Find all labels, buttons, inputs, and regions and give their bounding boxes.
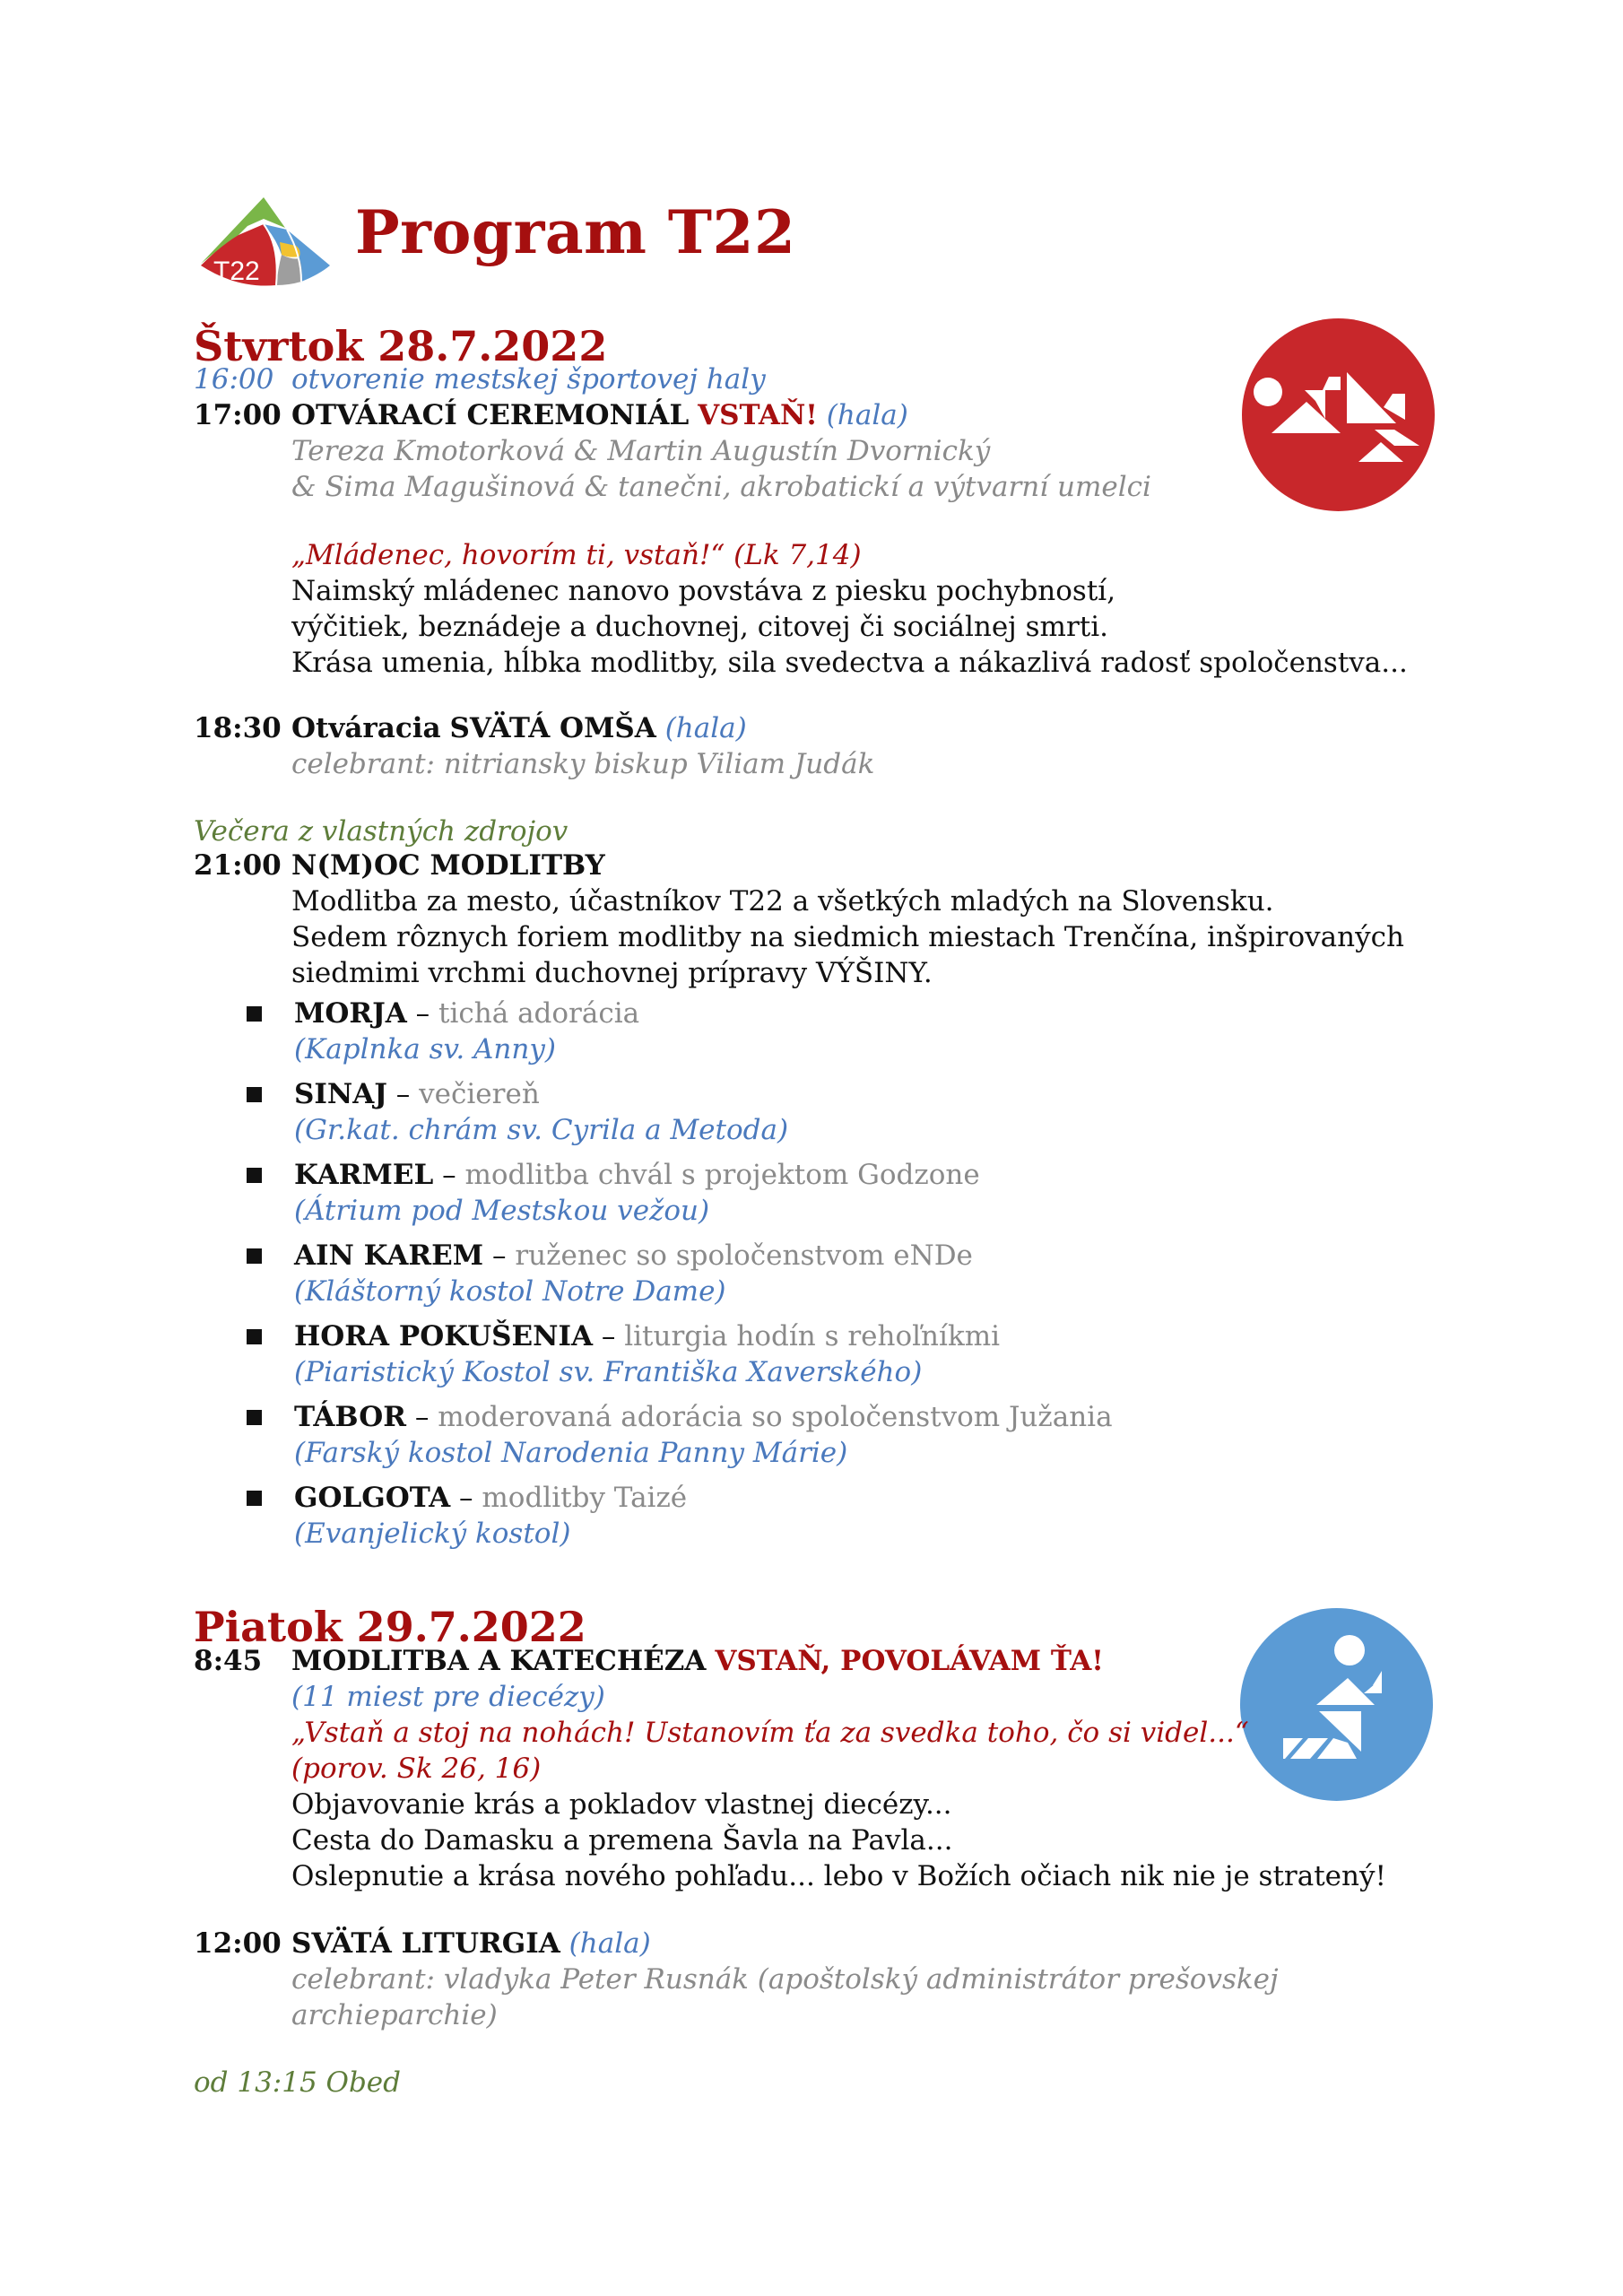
description-line: Modlitba za mesto, účastníkov T22 a všetkých mladých na Slovensku. — [291, 885, 1274, 918]
square-bullet-icon — [247, 1248, 262, 1264]
item-activity: liturgia hodín s rehoľníkmi — [624, 1320, 1001, 1352]
event-venue: (hala) — [568, 1927, 651, 1960]
item-location: (Piaristický Kostol sv. Františka Xaverského) — [294, 1356, 923, 1388]
item-name: MORJA — [294, 997, 407, 1030]
description-line: siedmimi vrchmi duchovnej prípravy VÝŠINY. — [291, 957, 933, 989]
description-line: Oslepnutie a krása nového pohľadu... lebo v Božích očiach nik nie je stratený! — [291, 1860, 1386, 1892]
item-activity: moderovaná adorácia so spoločenstvom Južania — [438, 1401, 1113, 1433]
time: 16:00 — [194, 363, 274, 396]
performers-line: & Sima Magušinová & tanečni, akrobatickí a výtvarní umelci — [291, 471, 1151, 503]
item-name: GOLGOTA — [294, 1482, 451, 1514]
description-line: Sedem rôznych foriem modlitby na siedmich miestach Trenčína, inšpirovaných — [291, 921, 1404, 953]
t22-logo-icon — [194, 192, 334, 291]
event-title: OTVÁRACÍ CEREMONIÁL — [291, 399, 690, 431]
day-heading-thursday: Štvrtok 28.7.2022 — [194, 322, 608, 370]
item-name: AIN KAREM — [294, 1239, 484, 1272]
schedule-row-liturgy — [194, 1926, 651, 1961]
schedule-row-catechesis — [194, 1643, 1104, 1679]
t22-logo — [194, 192, 334, 291]
day-heading-friday: Piatok 29.7.2022 — [194, 1603, 586, 1651]
item-name: TÁBOR — [294, 1401, 406, 1433]
item-location: (Kaplnka sv. Anny) — [294, 1033, 556, 1065]
logo-text: T22 — [213, 257, 260, 286]
celebrant-line: archieparchie) — [291, 1999, 498, 2031]
item-activity: tichá adorácia — [438, 997, 640, 1030]
schedule-row-ceremony — [194, 397, 908, 433]
description-line: Cesta do Damasku a premena Šavla na Pavla... — [291, 1824, 953, 1857]
square-bullet-icon — [247, 1087, 262, 1102]
quote-text: „Mládenec, hovorím ti, vstaň!“ — [291, 539, 725, 571]
description-line: výčitiek, beznádeje a duchovnej, citovej či sociálnej smrti. — [291, 611, 1108, 643]
quote-text: „Vstaň a stoj na nohách! Ustanovím ťa za svedka toho, čo si videl...“ — [291, 1717, 1249, 1749]
square-bullet-icon — [247, 1006, 262, 1022]
square-bullet-icon — [247, 1329, 262, 1344]
description-line: Naimský mládenec nanovo povstáva z piesku pochybností, — [291, 575, 1116, 607]
item-location: (Evanjelický kostol) — [294, 1518, 571, 1550]
kneeling-figure-tangram-icon — [1240, 1608, 1433, 1801]
schedule-row-night-prayer — [194, 848, 605, 883]
item-name: KARMEL — [294, 1159, 434, 1191]
celebrant-line: celebrant: nitriansky biskup Viliam Judák — [291, 748, 875, 780]
time: 12:00 — [194, 1927, 282, 1960]
mountains-tangram-icon — [1242, 318, 1435, 511]
item-location: (Átrium pod Mestskou vežou) — [294, 1195, 710, 1227]
item-activity: večiereň — [419, 1078, 540, 1110]
event-venue: (hala) — [664, 712, 747, 744]
item-activity: modlitby Taizé — [482, 1482, 688, 1514]
event-highlight: VSTAŇ, POVOLÁVAM ŤA! — [715, 1645, 1104, 1677]
item-location: (Gr.kat. chrám sv. Cyrila a Metoda) — [294, 1114, 789, 1146]
celebrant-line: celebrant: vladyka Peter Rusnák (apoštolský administrátor prešovskej — [291, 1963, 1279, 1996]
schedule-row-opening — [194, 361, 766, 397]
performers-line: Tereza Kmotorková & Martin Augustín Dvornický — [291, 435, 991, 467]
time: 8:45 — [194, 1645, 263, 1677]
quote-ref: (Lk 7,14) — [733, 539, 862, 571]
event-title-prefix: Otváracia — [291, 712, 441, 744]
quote-ref: (porov. Sk 26, 16) — [291, 1752, 542, 1785]
item-name: SINAJ — [294, 1078, 387, 1110]
event-title: SVÄTÁ LITURGIA — [291, 1927, 560, 1960]
event-venue: (hala) — [826, 399, 908, 431]
item-activity: ruženec so spoločenstvom eNDe — [515, 1239, 973, 1272]
places-note: (11 miest pre diecézy) — [291, 1681, 605, 1713]
time: 21:00 — [194, 849, 282, 882]
schedule-row-mass — [194, 710, 747, 746]
event-title: SVÄTÁ OMŠA — [449, 712, 656, 744]
description-line: Objavovanie krás a pokladov vlastnej diecézy... — [291, 1788, 952, 1821]
square-bullet-icon — [247, 1491, 262, 1506]
square-bullet-icon — [247, 1410, 262, 1425]
description-line: Krása umenia, hĺbka modlitby, sila svedectva a nákazlivá radosť spoločenstva... — [291, 647, 1408, 679]
item-name: HORA POKUŠENIA — [294, 1320, 593, 1352]
item-location: (Kláštorný kostol Notre Dame) — [294, 1275, 726, 1308]
lunch-note: od 13:15 Obed — [194, 2066, 402, 2099]
time: 17:00 — [194, 399, 282, 431]
page-title: Program T22 — [355, 197, 796, 267]
time: 18:30 — [194, 712, 282, 744]
event-highlight: VSTAŇ! — [698, 399, 818, 431]
event-title: MODLITBA A KATECHÉZA — [291, 1645, 707, 1677]
square-bullet-icon — [247, 1168, 262, 1183]
event-title: N(M)OC MODLITBY — [291, 849, 605, 882]
item-location: (Farský kostol Narodenia Panny Márie) — [294, 1437, 848, 1469]
event-text: otvorenie mestskej športovej haly — [291, 363, 766, 396]
item-activity: modlitba chvál s projektom Godzone — [464, 1159, 980, 1191]
dinner-note: Večera z vlastných zdrojov — [194, 815, 568, 848]
ceremony-quote — [291, 537, 862, 573]
program-page: T22 Program T22 Štvrtok 28.7.2022 16:00 otvorenie mestskej športovej haly 17:00 OTVÁRACÍ CEREMONIÁL VSTAŇ! (hala) Tereza Kmotorková & Martin Augustín Dvornický & Sima Magušinová & tanečni, akrobatickí a výtvarní umelci „Mládenec, hovorím ti, vstaň!“ (Lk 7,14) Naimský mládenec nanovo povstáva z piesku pochybností, výčitiek, beznádeje a duchovnej, citovej či sociálnej smrti. Krása umenia, hĺbka modlitby, sila svedectva a nákazlivá radosť spoločenstva... 18:30 Otváracia SVÄTÁ OMŠA (hala) celebrant: nitriansky biskup Viliam Judák Večera z vlastných zdrojov 21:00 N(M)OC MODLITBY Modlitba za mesto, účastníkov T22 a všetkých mladých na Slovensku. Sedem rôznych foriem modlitby na siedmich miestach Trenčína, inšpirovaných siedmimi vrchmi duchovnej prípravy VÝŠINY. MORJA – tichá adorácia (Kaplnka sv. Anny) SINAJ – večiereň (Gr.kat. chrám sv. Cyrila a Metoda) KARMEL – modlitba chvál s projektom Godzone (Átrium pod Mestskou vežou) AIN KAREM – ruženec so spoločenstvom eNDe (Kláštorný kostol Notre Dame) HORA POKUŠENIA – liturgia hodín s rehoľníkmi (Piaristický Kostol sv. Františka Xaverského) TÁBOR – moderovaná adorácia so spoločenstvom Južania (Farský kostol Narodenia Panny Márie) GOLGOTA – modlitby Taizé (Evanjelický kostol) Piatok 29.7.2022 8:45 MODLITBA A KATECHÉZA VSTAŇ, POVOLÁVAM ŤA! (11 miest pre diecézy) „Vstaň a stoj na nohách! Ustanovím ťa za svedka toho, čo si videl...“ (porov. Sk 26, 16) Objavovanie krás a pokladov vlastnej diecézy... Cesta do Damasku a premena Šavla na Pavla... Oslepnutie a krása nového pohľadu... lebo v Božích očiach nik nie je stratený! 12:00 SVÄTÁ LITURGIA (hala) celebrant: vladyka Peter Rusnák (apoštolský administrátor prešovskej archieparchie) od 13:15 Obed — [0, 0, 1623, 2296]
